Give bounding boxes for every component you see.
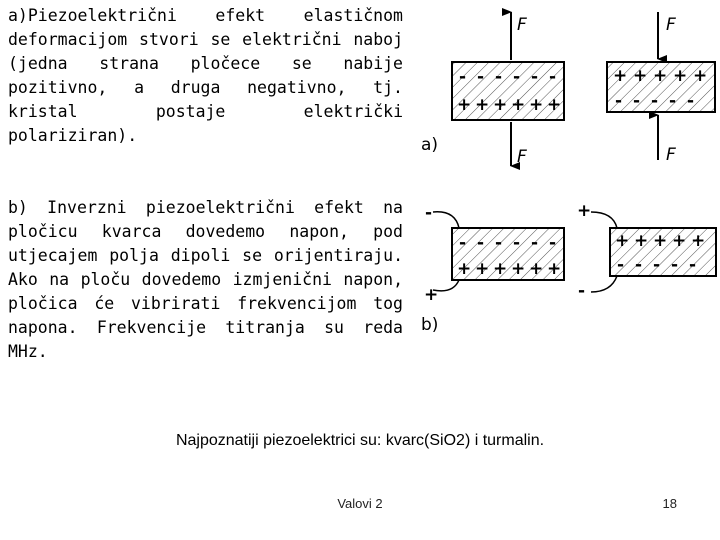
terminal-minus-b-right: - [578, 281, 586, 301]
minus-sign: - [669, 91, 677, 111]
plus-sign: + [653, 231, 668, 251]
minus-sign: - [635, 255, 643, 275]
plus-sign: + [457, 259, 472, 279]
plus-sign: + [693, 66, 708, 86]
minus-sign: - [651, 91, 659, 111]
minus-sign: - [633, 91, 641, 111]
minus-sign: - [615, 91, 623, 111]
minus-sign: - [549, 233, 557, 253]
minus-sign: - [689, 255, 697, 275]
terminal-plus-b-right: + [577, 201, 592, 221]
piezoelectric-figure [415, 0, 720, 400]
terminal-plus-b-left: + [424, 285, 439, 305]
force-label-a-right-top: F [666, 15, 676, 35]
page-number: 18 [662, 496, 677, 511]
label-b: b) [421, 315, 439, 335]
plus-sign: + [529, 259, 544, 279]
minus-sign: - [549, 67, 557, 87]
label-a: a) [421, 135, 439, 155]
terminal-minus-b-left: - [425, 203, 433, 223]
plus-sign: + [613, 66, 628, 86]
plus-sign: + [691, 231, 706, 251]
minus-sign: - [531, 67, 539, 87]
minus-sign: - [513, 233, 521, 253]
wire-b-right-top [591, 212, 617, 228]
plus-sign: + [457, 95, 472, 115]
plus-sign: + [529, 95, 544, 115]
plus-sign: + [547, 95, 562, 115]
plus-sign: + [673, 66, 688, 86]
minus-sign: - [671, 255, 679, 275]
minus-sign: - [495, 67, 503, 87]
minus-sign: - [459, 233, 467, 253]
force-label-a-left-top: F [517, 15, 527, 35]
summary-line: Najpoznatiji piezoelektrici su: kvarc(SiO2) i turmalin. [175, 432, 545, 449]
minus-sign: - [513, 67, 521, 87]
minus-sign: - [495, 233, 503, 253]
plus-sign: + [493, 259, 508, 279]
minus-sign: - [477, 67, 485, 87]
plus-sign: + [615, 231, 630, 251]
plus-sign: + [672, 231, 687, 251]
plus-sign: + [634, 231, 649, 251]
plus-sign: + [475, 259, 490, 279]
plus-sign: + [493, 95, 508, 115]
footer-title: Valovi 2 [337, 496, 383, 511]
minus-sign: - [459, 67, 467, 87]
minus-sign: - [477, 233, 485, 253]
plus-sign: + [653, 66, 668, 86]
minus-sign: - [531, 233, 539, 253]
force-label-a-right-bottom: F [666, 145, 676, 165]
paragraph-direct-effect: a)Piezoelektrični efekt elastičnom deformacijom stvori se električni naboj (jedna strana pločece se nabije pozitivno, a druga negativno, tj. kristal postaje električki polariziran). [8, 6, 403, 145]
plus-sign: + [511, 95, 526, 115]
force-label-a-left-bottom: F [517, 147, 527, 167]
plus-sign: + [547, 259, 562, 279]
minus-sign: - [653, 255, 661, 275]
plus-sign: + [475, 95, 490, 115]
minus-sign: - [617, 255, 625, 275]
plus-sign: + [633, 66, 648, 86]
wire-b-right-bottom [591, 276, 617, 292]
paragraph-inverse-effect: b) Inverzni piezoelektrični efekt na pločicu kvarca dovedemo napon, pod utjecajem polja dipoli se orijentiraju. Ako na ploču dovedemo izmjenični napon, pločica će vibrirati frekvencijom tog napona. Frekvencije titranja su reda MHz. [8, 198, 403, 361]
minus-sign: - [687, 91, 695, 111]
wire-b-left-top [433, 212, 459, 228]
plus-sign: + [511, 259, 526, 279]
